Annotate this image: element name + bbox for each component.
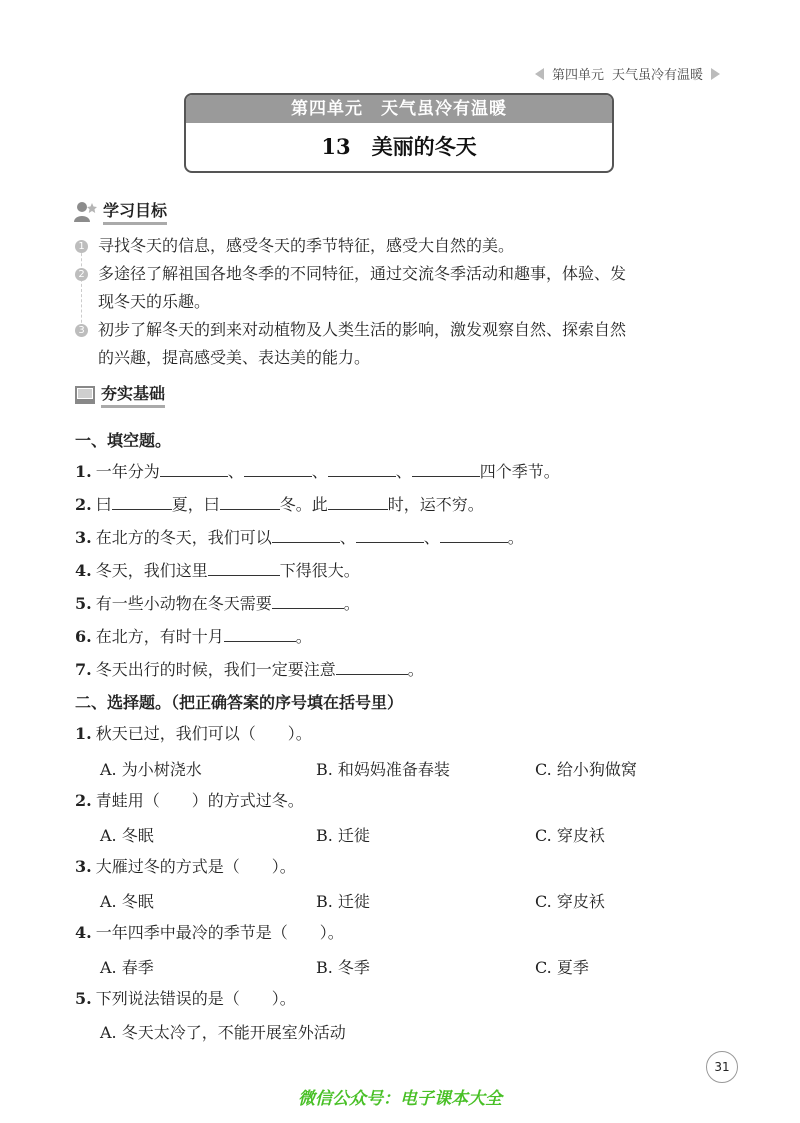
choice-question-5 [75, 988, 296, 1010]
question-4 [75, 560, 360, 582]
objective-item [75, 260, 627, 288]
question-number: 3. [75, 528, 92, 547]
answer-blank[interactable] [336, 660, 408, 675]
answer-blank[interactable] [412, 462, 480, 477]
question-stem: 青蛙用（ ）的方式过冬。 [95, 791, 304, 810]
header-unit: 第四单元 [551, 68, 604, 83]
answer-blank[interactable] [112, 495, 172, 510]
screen-icon [75, 386, 95, 404]
answer-blank[interactable] [244, 462, 312, 477]
question-text: 冬天出行的时候，我们一定要注意 [95, 660, 336, 679]
choice-question-1 [75, 723, 312, 745]
fill-in-heading: 一、填空题。 [75, 431, 172, 450]
question-number: 4. [75, 923, 92, 942]
option-a[interactable]: A. 为小树浇水 [100, 760, 202, 779]
question-text: 时，运不穷。 [387, 495, 484, 514]
option-a[interactable]: A. 冬眠 [100, 826, 154, 845]
question-number: 3. [75, 857, 92, 876]
separator: 、 [311, 462, 328, 481]
separator: 、 [423, 528, 440, 547]
option-c[interactable]: C. 穿皮袄 [535, 892, 605, 911]
answer-blank[interactable] [272, 594, 344, 609]
question-stem: 一年四季中最冷的季节是（ ）。 [95, 923, 344, 942]
option-c[interactable]: C. 给小狗做窝 [535, 760, 637, 779]
question-stem: 下列说法错误的是（ ）。 [95, 989, 296, 1008]
basics-heading [75, 381, 165, 408]
question-text: 冬。此 [279, 495, 328, 514]
option-b[interactable]: B. 和妈妈准备春装 [316, 760, 450, 779]
question-6 [75, 626, 312, 648]
title-box [184, 93, 614, 173]
answer-blank[interactable] [224, 627, 296, 642]
question-number: 1. [75, 462, 92, 481]
answer-blank[interactable] [356, 528, 424, 543]
question-number: 5. [75, 989, 92, 1008]
answer-blank[interactable] [208, 561, 280, 576]
answer-blank[interactable] [440, 528, 508, 543]
objective-number-badge: 1 [75, 240, 88, 253]
question-3 [75, 527, 524, 549]
question-1 [75, 461, 560, 483]
question-text: 在北方的冬天，我们可以 [95, 528, 272, 547]
objective-text: 的兴趣，提高感受美、表达美的能力。 [98, 348, 371, 367]
question-text: 。 [507, 528, 524, 547]
answer-blank[interactable] [328, 495, 388, 510]
basics-heading-text: 夯实基础 [101, 381, 165, 408]
answer-blank[interactable] [160, 462, 228, 477]
question-text: 。 [343, 594, 360, 613]
question-number: 2. [75, 495, 92, 514]
answer-blank[interactable] [220, 495, 280, 510]
learner-icon [73, 201, 97, 223]
question-number: 6. [75, 627, 92, 646]
separator: 、 [227, 462, 244, 481]
question-2 [75, 494, 484, 516]
question-7 [75, 659, 424, 681]
option-b[interactable]: B. 迁徙 [316, 826, 370, 845]
objective-text: 多途径了解祖国各地冬季的不同特征，通过交流冬季活动和趣事，体验、发 [98, 264, 627, 283]
lesson-title: 13 美丽的冬天 [321, 134, 477, 159]
choice-question-3 [75, 856, 296, 878]
objective-item [75, 232, 515, 260]
question-text: 夏，曰 [171, 495, 220, 514]
question-number: 2. [75, 791, 92, 810]
answer-blank[interactable] [272, 528, 340, 543]
option-b[interactable]: B. 迁徙 [316, 892, 370, 911]
question-number: 5. [75, 594, 92, 613]
separator: 、 [339, 528, 356, 547]
header-unit-title: 天气虽冷有温暖 [611, 68, 703, 83]
question-5 [75, 593, 360, 615]
question-text: 曰 [95, 495, 112, 514]
question-text: 。 [295, 627, 312, 646]
page-number: 31 [706, 1051, 738, 1083]
objective-text: 现冬天的乐趣。 [98, 292, 211, 311]
choice-heading: 二、选择题。（把正确答案的序号填在括号里） [75, 693, 404, 712]
option-a[interactable]: A. 冬眠 [100, 892, 154, 911]
objective-text: 初步了解冬天的到来对动植物及人类生活的影响，激发观察自然、探索自然 [98, 320, 627, 339]
separator: 、 [395, 462, 412, 481]
question-number: 1. [75, 724, 92, 743]
right-triangle-icon [711, 68, 720, 80]
option-b[interactable]: B. 冬季 [316, 958, 370, 977]
option-a[interactable]: A. 冬天太冷了，不能开展室外活动 [100, 1023, 346, 1042]
option-a[interactable]: A. 春季 [100, 958, 154, 977]
objectives-heading-text: 学习目标 [103, 198, 167, 225]
question-text: 。 [407, 660, 424, 679]
objective-text: 寻找冬天的信息，感受冬天的季节特征，感受大自然的美。 [98, 236, 515, 255]
question-text: 一年分为 [95, 462, 160, 481]
unit-title-bar: 第四单元 天气虽冷有温暖 [186, 95, 612, 123]
question-text: 在北方，有时十月 [95, 627, 224, 646]
choice-question-4 [75, 922, 344, 944]
question-text: 冬天，我们这里 [95, 561, 208, 580]
question-stem: 大雁过冬的方式是（ ）。 [95, 857, 296, 876]
objective-number-badge: 2 [75, 268, 88, 281]
watermark: 微信公众号：电子课本大全 [298, 1089, 502, 1109]
running-header [535, 64, 720, 83]
left-triangle-icon [535, 68, 544, 80]
answer-blank[interactable] [328, 462, 396, 477]
option-c[interactable]: C. 夏季 [535, 958, 589, 977]
objectives-heading [73, 198, 167, 225]
objective-number-badge: 3 [75, 324, 88, 337]
question-text: 四个季节。 [479, 462, 560, 481]
question-text: 下得很大。 [279, 561, 360, 580]
objective-item [75, 316, 627, 344]
option-c[interactable]: C. 穿皮袄 [535, 826, 605, 845]
choice-question-2 [75, 790, 304, 812]
question-number: 4. [75, 561, 92, 580]
question-text: 有一些小动物在冬天需要 [95, 594, 272, 613]
question-number: 7. [75, 660, 92, 679]
question-stem: 秋天已过，我们可以（ ）。 [95, 724, 312, 743]
